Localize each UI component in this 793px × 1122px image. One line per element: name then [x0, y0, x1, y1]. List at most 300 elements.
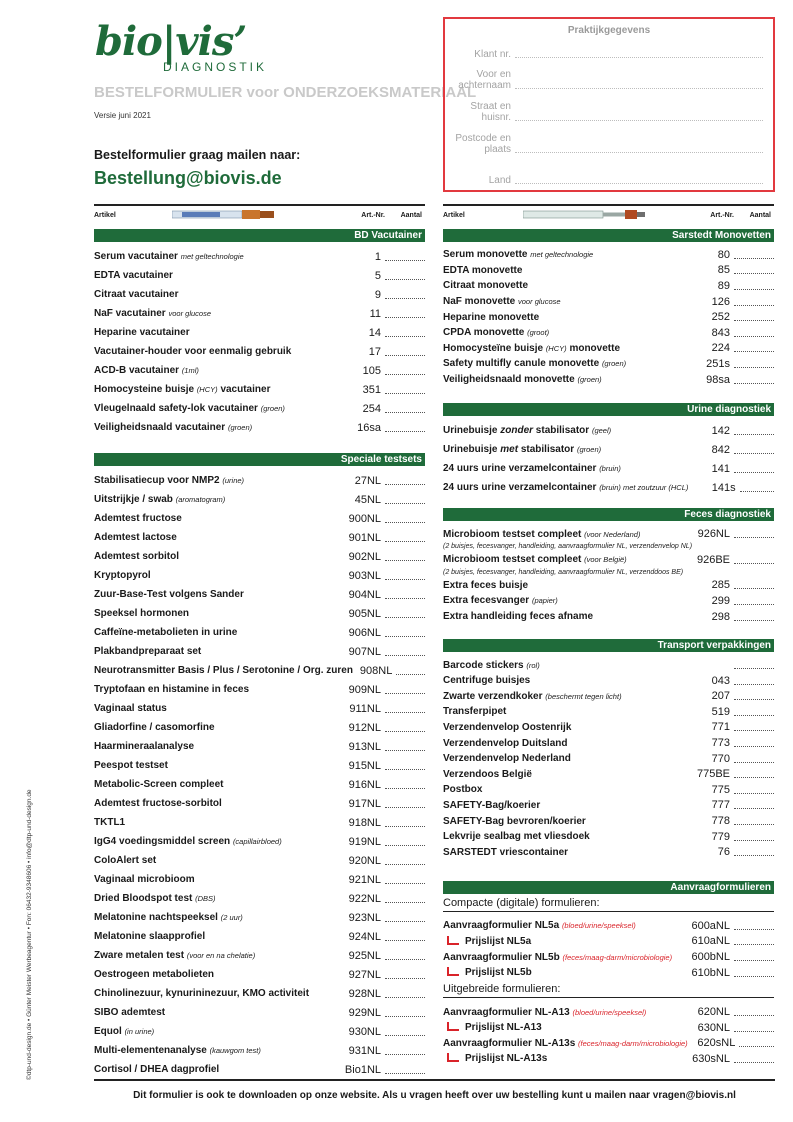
order-row	[94, 418, 425, 437]
item-label: Prijslijst NL5a	[465, 935, 532, 947]
item-note: (2 uur)	[220, 913, 243, 922]
article-number: 207	[711, 690, 730, 703]
quantity-field[interactable]	[385, 579, 425, 580]
article-number: 610bNL	[691, 966, 730, 979]
quantity-field[interactable]	[385, 560, 425, 561]
country-field[interactable]	[453, 175, 763, 186]
article-number: 11	[369, 307, 381, 320]
article-number: 519	[711, 705, 730, 718]
quantity-field[interactable]	[385, 636, 425, 637]
item-label: monovette	[569, 342, 620, 354]
quantity-field[interactable]	[385, 883, 425, 884]
item-name	[94, 779, 326, 790]
quantity-field[interactable]	[385, 412, 425, 413]
article-number: 1	[374, 250, 381, 263]
item-name	[443, 327, 675, 338]
article-number: 907NL	[348, 645, 381, 658]
quantity-field[interactable]	[734, 840, 774, 841]
item-name	[443, 249, 675, 260]
quantity-field[interactable]	[385, 959, 425, 960]
order-row	[443, 459, 774, 478]
monovette-tube-icon	[523, 209, 648, 220]
article-number: 843	[711, 326, 730, 339]
item-name	[443, 784, 675, 795]
item-label: Aanvraagformulier NL-A13	[443, 1006, 570, 1018]
section-feces: Feces diagnostiek	[443, 508, 774, 521]
item-name	[94, 589, 326, 600]
quantity-field[interactable]	[734, 1015, 774, 1016]
item-label: stabilisator	[518, 444, 575, 456]
quantity-field[interactable]	[734, 453, 774, 454]
item-name	[443, 738, 675, 749]
item-name	[94, 665, 353, 676]
postcode-field[interactable]	[453, 133, 763, 155]
quantity-field[interactable]	[385, 978, 425, 979]
item-name	[443, 1022, 675, 1033]
item-name	[94, 817, 326, 828]
article-number: 775BE	[696, 768, 730, 781]
practice-details-box	[443, 17, 775, 192]
item-label: Melatonine slaapprofiel	[94, 931, 206, 942]
article-number: 630sNL	[692, 1052, 730, 1065]
order-row	[443, 798, 774, 814]
item-label: Verzendoos België	[443, 768, 532, 780]
article-number: 929NL	[348, 1006, 381, 1019]
article-number: 915NL	[348, 759, 381, 772]
order-row	[94, 323, 425, 342]
article-number: 142	[711, 424, 730, 437]
item-name	[443, 296, 675, 307]
item-label: Dried Bloodspot test	[94, 893, 193, 904]
item-label: Prijslijst NL-A13s	[465, 1053, 548, 1065]
order-row	[94, 1003, 425, 1022]
order-row	[94, 908, 425, 927]
quantity-field[interactable]	[385, 1054, 425, 1055]
order-row	[443, 478, 774, 497]
order-row	[443, 673, 774, 689]
item-label: Safety multifly canule monovette	[443, 358, 600, 370]
item-name	[94, 988, 326, 999]
article-number: 900NL	[348, 512, 381, 525]
biovis-logo	[95, 18, 295, 78]
item-name	[94, 1045, 326, 1056]
article-number: 45NL	[354, 493, 381, 506]
article-number: 76	[717, 846, 730, 859]
item-label: EDTA monovette	[443, 264, 523, 276]
quantity-field[interactable]	[734, 929, 774, 930]
quantity-field[interactable]	[734, 824, 774, 825]
quantity-field[interactable]	[734, 289, 774, 290]
order-row	[94, 680, 425, 699]
quantity-field[interactable]	[385, 864, 425, 865]
item-label: Microbioom testset compleet	[443, 554, 582, 566]
red-elbow-connector-icon	[447, 967, 459, 976]
quantity-field[interactable]	[734, 472, 774, 473]
item-name	[94, 741, 326, 752]
quantity-field[interactable]	[385, 541, 425, 542]
item-name	[94, 798, 326, 809]
item-name	[94, 950, 326, 961]
item-label: Neurotransmitter Basis / Plus / Serotonine / Org. zuren	[94, 665, 353, 676]
item-name	[94, 627, 326, 638]
quantity-field[interactable]	[385, 484, 425, 485]
quantity-field[interactable]	[385, 693, 425, 694]
section-transport: Transport verpakkingen	[443, 639, 774, 652]
item-label: NaF vacutainer	[94, 308, 166, 319]
item-name	[443, 675, 675, 686]
item-name	[94, 1007, 326, 1018]
order-row	[443, 552, 774, 568]
order-row	[94, 604, 425, 623]
article-number: 913NL	[348, 740, 381, 753]
article-number: 630NL	[697, 1021, 730, 1034]
item-name	[443, 800, 675, 811]
quantity-field[interactable]	[385, 1035, 425, 1036]
item-name	[94, 327, 326, 338]
quantity-field[interactable]	[734, 273, 774, 274]
item-name	[443, 580, 675, 591]
field-line[interactable]	[515, 152, 763, 153]
item-note: (groen)	[577, 375, 602, 385]
order-row	[94, 737, 425, 756]
item-label: Citraat monovette	[443, 280, 529, 292]
left-column	[94, 204, 425, 1079]
quantity-field[interactable]	[734, 730, 774, 731]
header-qty: Aantal	[749, 212, 771, 219]
quantity-field[interactable]	[734, 944, 774, 945]
item-label: Haarmineraalanalyse	[94, 741, 195, 752]
item-note: (beschermt tegen licht)	[545, 691, 622, 701]
order-row	[443, 356, 774, 372]
order-row	[94, 661, 425, 680]
order-row	[443, 526, 774, 542]
article-number: 918NL	[348, 816, 381, 829]
quantity-field[interactable]	[385, 655, 425, 656]
quantity-field[interactable]	[385, 788, 425, 789]
quantity-field[interactable]	[385, 997, 425, 998]
item-label: Stabilisatiecup voor NMP2	[94, 475, 220, 486]
article-number: 919NL	[348, 835, 381, 848]
item-emphasis: met	[500, 444, 519, 456]
quantity-field[interactable]	[734, 537, 774, 538]
item-note: (DBS)	[195, 894, 216, 903]
quantity-field[interactable]	[734, 808, 774, 809]
extended-forms-heading: Uitgebreide formulieren:	[443, 982, 774, 998]
order-row	[443, 309, 774, 325]
item-note: (groen)	[227, 423, 253, 432]
item-name	[94, 494, 326, 505]
item-label: Plakbandpreparaat set	[94, 646, 202, 657]
form-row	[443, 1004, 774, 1020]
order-row	[94, 794, 425, 813]
item-note: (feces/maag-darm/microbiologie)	[578, 1038, 688, 1048]
item-label: Verzendenvelop Duitsland	[443, 737, 568, 749]
article-number: 105	[362, 364, 381, 377]
order-row	[443, 263, 774, 279]
quantity-field[interactable]	[734, 777, 774, 778]
item-label: Gliadorfine / casomorfine	[94, 722, 215, 733]
item-name	[94, 570, 326, 581]
order-row	[443, 782, 774, 798]
quantity-field[interactable]	[385, 298, 425, 299]
quantity-field[interactable]	[734, 762, 774, 763]
item-label: Extra feces buisje	[443, 579, 529, 591]
item-label: EDTA vacutainer	[94, 270, 173, 281]
red-elbow-connector-icon	[447, 936, 459, 945]
item-note: voor glucose	[518, 297, 561, 307]
article-number: 916NL	[348, 778, 381, 791]
item-label: Aanvraagformulier NL5b	[443, 951, 560, 963]
quantity-field[interactable]	[740, 491, 774, 492]
item-label: TKTL1	[94, 817, 126, 828]
item-note: (kauwgom test)	[209, 1046, 261, 1055]
quantity-field[interactable]	[385, 336, 425, 337]
article-number: 14	[368, 326, 381, 339]
article-number: 351	[362, 383, 381, 396]
item-label: Veiligheidsnaald vacutainer	[94, 422, 226, 433]
quantity-field[interactable]	[734, 1062, 774, 1063]
item-label: Caffeïne-metabolieten in urine	[94, 627, 238, 638]
article-number: 926NL	[697, 528, 730, 541]
quantity-field[interactable]	[385, 731, 425, 732]
item-name	[443, 611, 675, 622]
field-label: Klant nr.	[474, 49, 511, 60]
item-label: Homocysteïne buisje	[443, 342, 544, 354]
item-note: (geel)	[591, 426, 612, 436]
item-label: Prijslijst NL-A13	[465, 1022, 542, 1034]
header-artnr: Art.-Nr.	[710, 212, 734, 219]
item-label: Prijslijst NL5b	[465, 967, 532, 979]
article-number: 98sa	[706, 373, 730, 386]
quantity-field[interactable]	[385, 317, 425, 318]
header-article: Artikel	[443, 212, 465, 219]
quantity-field[interactable]	[385, 921, 425, 922]
article-number: 141	[711, 462, 730, 475]
quantity-field[interactable]	[385, 393, 425, 394]
quantity-field[interactable]	[734, 976, 774, 977]
quantity-field[interactable]	[385, 522, 425, 523]
item-name	[443, 554, 675, 565]
red-elbow-connector-icon	[447, 1053, 459, 1062]
quantity-field[interactable]	[385, 374, 425, 375]
order-row	[443, 421, 774, 440]
article-number: 85	[717, 264, 730, 277]
item-label: Extra fecesvanger	[443, 595, 530, 607]
quantity-field[interactable]	[734, 336, 774, 337]
order-row	[443, 294, 774, 310]
quantity-field[interactable]	[734, 855, 774, 856]
quantity-field[interactable]	[734, 367, 774, 368]
feces-list	[443, 526, 774, 624]
item-label: Oestrogeen metabolieten	[94, 969, 215, 980]
quantity-field[interactable]	[734, 434, 774, 435]
item-name	[443, 482, 688, 493]
item-name	[94, 532, 326, 543]
article-number: Bio1NL	[344, 1063, 381, 1076]
footer-note: Dit formulier is ook te downloaden op onze website. Als u vragen heeft over uw bestelling kunt u mailen naar vragen@biovis.nl	[133, 1090, 736, 1101]
street-field[interactable]	[453, 101, 763, 123]
quantity-field[interactable]	[385, 1016, 425, 1017]
order-row	[94, 490, 425, 509]
quantity-field[interactable]	[734, 746, 774, 747]
field-line[interactable]	[515, 88, 763, 89]
article-number: 924NL	[348, 930, 381, 943]
name-field[interactable]	[453, 69, 763, 91]
article-number: 925NL	[348, 949, 381, 962]
quantity-field[interactable]	[385, 617, 425, 618]
order-email[interactable]: Bestellung@biovis.de	[94, 168, 282, 188]
quantity-field[interactable]	[385, 750, 425, 751]
order-row	[94, 813, 425, 832]
item-label: Zwarte verzendkoker	[443, 690, 543, 702]
quantity-field[interactable]	[385, 279, 425, 280]
item-note: (bloed/urine/speeksel)	[561, 921, 636, 931]
item-name	[94, 893, 326, 904]
article-number: 298	[711, 610, 730, 623]
item-label: Vleugelnaald safety-lok vacutainer	[94, 403, 258, 414]
article-number: 17	[368, 345, 381, 358]
column-header	[94, 204, 425, 225]
quantity-field[interactable]	[734, 668, 774, 669]
quantity-field[interactable]	[734, 620, 774, 621]
customer-number-field[interactable]	[453, 49, 763, 60]
quantity-field[interactable]	[734, 588, 774, 589]
article-number: 770	[711, 752, 730, 765]
quantity-field[interactable]	[734, 793, 774, 794]
article-number: 921NL	[348, 873, 381, 886]
item-label: stabilisator	[533, 425, 590, 437]
quantity-field[interactable]	[396, 674, 425, 675]
quantity-field[interactable]	[734, 563, 774, 564]
quantity-field[interactable]	[734, 715, 774, 716]
quantity-field[interactable]	[385, 431, 425, 432]
order-row	[94, 718, 425, 737]
quantity-field[interactable]	[385, 712, 425, 713]
item-label: Barcode stickers	[443, 659, 524, 671]
item-name	[94, 874, 326, 885]
item-name	[94, 422, 326, 433]
item-note: (bloed/urine/speeksel)	[572, 1007, 647, 1017]
item-name	[443, 831, 675, 842]
quantity-field[interactable]	[734, 1031, 774, 1032]
quantity-field[interactable]	[385, 260, 425, 261]
item-label: SAFETY-Bag bevroren/koerier	[443, 815, 586, 827]
item-label: 24 uurs urine verzamelcontainer	[443, 463, 597, 475]
quantity-field[interactable]	[734, 684, 774, 685]
field-line[interactable]	[515, 183, 763, 184]
item-label: Transferpipet	[443, 706, 507, 718]
field-label: Voor en achternaam	[458, 69, 511, 91]
order-row	[443, 341, 774, 357]
quantity-field[interactable]	[734, 320, 774, 321]
quantity-field[interactable]	[734, 960, 774, 961]
quantity-field[interactable]	[734, 699, 774, 700]
item-name	[94, 365, 326, 376]
quantity-field[interactable]	[734, 351, 774, 352]
quantity-field[interactable]	[385, 845, 425, 846]
quantity-field[interactable]	[385, 807, 425, 808]
item-label: Chinolinezuur, kynurininezuur, KMO activiteit	[94, 988, 310, 999]
quantity-field[interactable]	[734, 383, 774, 384]
field-line[interactable]	[515, 120, 763, 121]
quantity-field[interactable]	[385, 503, 425, 504]
order-row	[94, 528, 425, 547]
item-name	[94, 475, 326, 486]
article-number: 9	[374, 288, 381, 301]
design-credit: ©dtp-und-design.de • Günter Meister Werbeagentur • Fon: 06432-9348606 • info@dtp-und-design.de	[26, 789, 33, 1080]
item-label: Speeksel hormonen	[94, 608, 190, 619]
logo-subtitle: DIAGNOSTIK	[163, 60, 268, 74]
order-row	[94, 361, 425, 380]
item-name	[94, 912, 326, 923]
order-row	[94, 642, 425, 661]
item-label: Urinebuisje	[443, 444, 501, 456]
article-number: 926BE	[696, 553, 730, 566]
order-row	[443, 766, 774, 782]
item-label: Homocysteine buisje	[94, 384, 195, 395]
item-label: Multi-elementenanalyse	[94, 1045, 207, 1056]
form-row	[443, 918, 774, 934]
order-row	[94, 832, 425, 851]
quantity-field[interactable]	[739, 1046, 774, 1047]
article-number: 906NL	[348, 626, 381, 639]
item-label: Postbox	[443, 784, 483, 796]
order-row	[94, 547, 425, 566]
order-row	[443, 720, 774, 736]
quantity-field[interactable]	[385, 1073, 425, 1074]
item-name	[443, 816, 675, 827]
quantity-field[interactable]	[734, 604, 774, 605]
right-column	[443, 204, 774, 1067]
quantity-field[interactable]	[385, 826, 425, 827]
item-name	[443, 265, 675, 276]
item-label: Aanvraagformulier NL5a	[443, 920, 560, 932]
order-row	[94, 775, 425, 794]
item-note: (in urine)	[124, 1027, 155, 1036]
item-note: (capillairbloed)	[232, 837, 282, 846]
quantity-field[interactable]	[385, 940, 425, 941]
quantity-field[interactable]	[734, 305, 774, 306]
article-number: 927NL	[348, 968, 381, 981]
item-name	[94, 403, 326, 414]
item-note: (urine)	[222, 476, 245, 485]
order-row	[443, 578, 774, 594]
item-note: (groen)	[601, 359, 627, 369]
quantity-field[interactable]	[385, 902, 425, 903]
quantity-field[interactable]	[385, 355, 425, 356]
item-label: Ademtest sorbitol	[94, 551, 180, 562]
item-name	[94, 551, 326, 562]
article-number: 905NL	[348, 607, 381, 620]
item-label: Urinebuisje	[443, 425, 501, 437]
item-label: Veiligheidsnaald monovette	[443, 374, 575, 386]
compact-forms-heading: Compacte (digitale) formulieren:	[443, 896, 774, 912]
article-number: 5	[374, 269, 381, 282]
quantity-field[interactable]	[385, 598, 425, 599]
article-number: 901NL	[348, 531, 381, 544]
order-row	[94, 623, 425, 642]
item-name	[94, 969, 326, 980]
section-forms: Aanvraagformulieren	[443, 881, 774, 894]
item-name	[94, 855, 326, 866]
item-name	[443, 1053, 675, 1064]
field-line[interactable]	[515, 57, 763, 58]
item-name	[443, 769, 675, 780]
quantity-field[interactable]	[734, 258, 774, 259]
quantity-field[interactable]	[385, 769, 425, 770]
item-note: met geltechnologie	[530, 250, 594, 260]
article-number: 903NL	[348, 569, 381, 582]
